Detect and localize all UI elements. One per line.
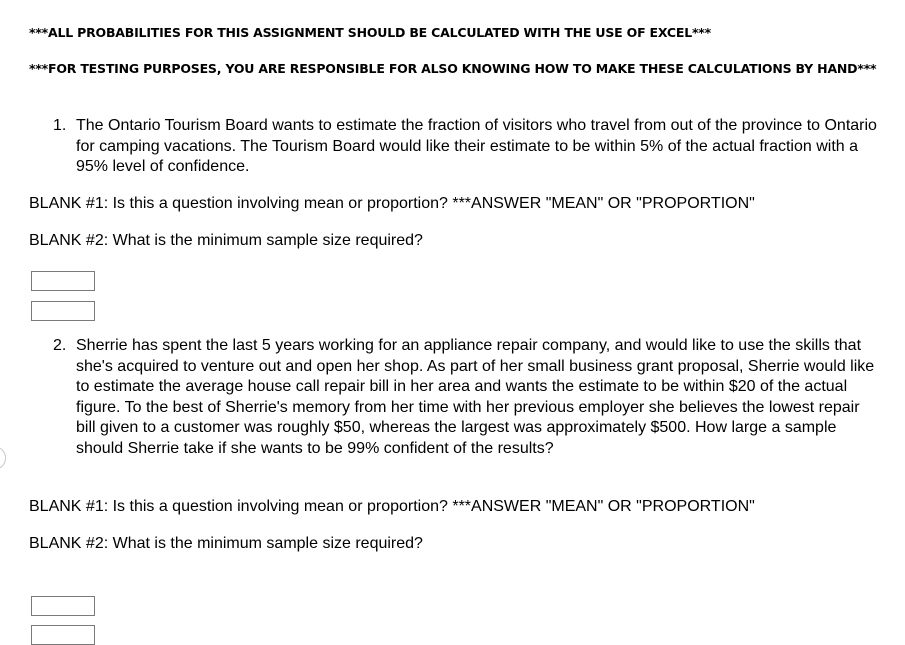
question-1	[53, 116, 883, 178]
question-2-blank-1-input[interactable]	[31, 596, 95, 616]
question-1-blank-2-prompt: BLANK #2: What is the minimum sample size required?	[29, 232, 423, 249]
scroll-edge-circle	[0, 446, 6, 470]
question-1-text: The Ontario Tourism Board wants to estimate the fraction of visitors who travel from out of the province to Ontario for camping vacations. The Tourism Board would like their estimate to be within 5% of the actual fraction with a 95% level of confidence.	[76, 117, 877, 175]
question-1-blank-1-input[interactable]	[31, 271, 95, 291]
question-2-number: 2.	[53, 337, 67, 354]
question-2	[53, 336, 883, 459]
question-2-text: Sherrie has spent the last 5 years working for an appliance repair company, and would like to use the skills that she's acquired to venture out and open her shop. As part of her small business grant proposal, Sherrie would like to estimate the average house call repair bill in her area and wants the estimate to be within $20 of the actual figure. To the best of Sherrie's memory from her time with her previous employer she believes the lowest repair bill given to a customer was roughly $50, whereas the largest was approximately $500. How large a sample should Sherrie take if she wants to be 99% confident of the results?	[76, 337, 875, 457]
question-2-blank-2-prompt: BLANK #2: What is the minimum sample size required?	[29, 535, 423, 552]
question-1-number: 1.	[53, 117, 67, 134]
question-1-blank-1-prompt: BLANK #1: Is this a question involving mean or proportion? ***ANSWER "MEAN" OR "PROPORTION"	[29, 195, 755, 212]
question-2-blank-1-prompt: BLANK #1: Is this a question involving mean or proportion? ***ANSWER "MEAN" OR "PROPORTION"	[29, 498, 755, 515]
excel-instruction: ***ALL PROBABILITIES FOR THIS ASSIGNMENT SHOULD BE CALCULATED WITH THE USE OF EXCEL***	[29, 25, 711, 40]
hand-calculation-instruction: ***FOR TESTING PURPOSES, YOU ARE RESPONSIBLE FOR ALSO KNOWING HOW TO MAKE THESE CALCULATIONS BY HAND***	[29, 61, 877, 76]
question-2-blank-2-input[interactable]	[31, 625, 95, 645]
question-1-blank-2-input[interactable]	[31, 301, 95, 321]
